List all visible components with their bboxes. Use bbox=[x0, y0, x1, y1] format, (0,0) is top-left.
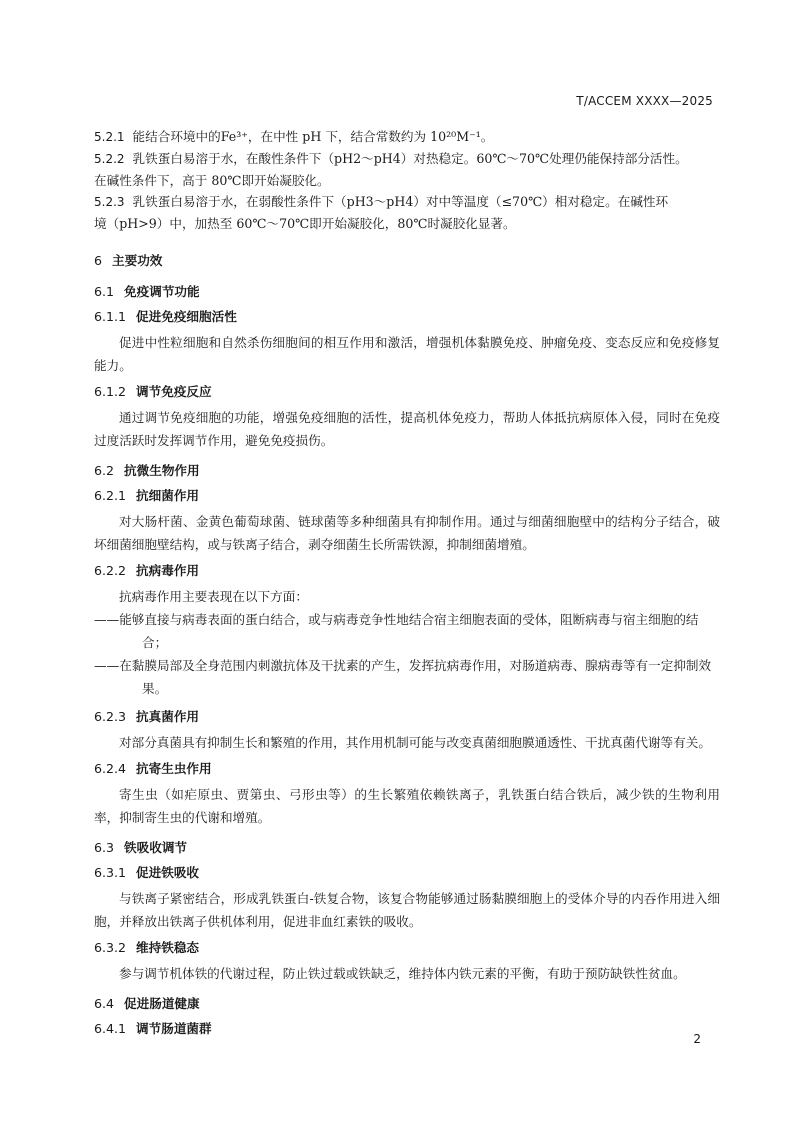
clause-5-2-2-continued: 在碱性条件下，高于 80℃即开始凝胶化。 bbox=[94, 173, 330, 188]
clause-5-2-1: 5.2.1 能结合环境中的Fe³⁺，在中性 pH 下，结合常数约为 10²⁰M⁻¹。 bbox=[94, 129, 494, 144]
list-item: ——在黏膜局部及全身范围内刺激抗体及干扰素的产生，发挥抗病毒作用，对肠道病毒、腺病毒等有一定抑制效果。 bbox=[94, 658, 712, 696]
heading-6-2-3: 6.2.3 抗真菌作用 bbox=[94, 709, 200, 724]
paragraph-6-2-4: 寄生虫（如疟原虫、贾第虫、弓形虫等）的生长繁殖依赖铁离子，乳铁蛋白结合铁后，减少铁的生物利用率，抑制寄生虫的代谢和增殖。 bbox=[94, 787, 720, 825]
heading-6-1-2: 6.1.2 调节免疫反应 bbox=[94, 384, 212, 399]
clause-5-2-2: 5.2.2 乳铁蛋白易溶于水，在酸性条件下（pH2～pH4）对热稳定。60℃～70℃处理仍能保持部分活性。 bbox=[94, 151, 688, 166]
clause-5-2-3: 5.2.3 乳铁蛋白易溶于水，在弱酸性条件下（pH3～pH4）对中等温度（≤70℃）相对稳定。在碱性环 bbox=[94, 194, 669, 209]
heading-6-3-2: 6.3.2 维持铁稳态 bbox=[94, 940, 200, 955]
paragraph-6-2-3: 对部分真菌具有抑制生长和繁殖的作用，其作用机制可能与改变真菌细胞膜通透性、干扰真菌代谢等有关。 bbox=[119, 735, 711, 750]
list-item: ——能够直接与病毒表面的蛋白结合，或与病毒竞争性地结合宿主细胞表面的受体，阻断病毒与宿主细胞的结合； bbox=[94, 612, 699, 650]
paragraph-6-1-1: 促进中性粒细胞和自然杀伤细胞间的相互作用和激活，增强机体黏膜免疫、肿瘤免疫、变态反应和免疫修复能力。 bbox=[94, 335, 720, 373]
heading-6-3-1: 6.3.1 促进铁吸收 bbox=[94, 865, 200, 880]
heading-6: 6 主要功效 bbox=[94, 253, 163, 268]
document-code: T/ACCEM XXXX—2025 bbox=[576, 94, 713, 108]
heading-6-2: 6.2 抗微生物作用 bbox=[94, 463, 200, 478]
heading-6-4-1: 6.4.1 调节肠道菌群 bbox=[94, 1021, 212, 1036]
heading-6-2-2: 6.2.2 抗病毒作用 bbox=[94, 563, 200, 578]
clause-5-2-3-continued: 境（pH>9）中，加热至 60℃～70℃即开始凝胶化，80℃时凝胶化显著。 bbox=[94, 216, 516, 231]
heading-6-2-4: 6.2.4 抗寄生虫作用 bbox=[94, 761, 212, 776]
heading-6-3: 6.3 铁吸收调节 bbox=[94, 840, 187, 855]
heading-6-2-1: 6.2.1 抗细菌作用 bbox=[94, 488, 200, 503]
heading-6-1-1: 6.1.1 促进免疫细胞活性 bbox=[94, 309, 237, 324]
page-number: 2 bbox=[693, 1032, 701, 1046]
document-body bbox=[94, 126, 720, 1043]
paragraph-6-2-1: 对大肠杆菌、金黄色葡萄球菌、链球菌等多种细菌具有抑制作用。通过与细菌细胞壁中的结构分子结合，破坏细菌细胞壁结构，或与铁离子结合，剥夺细菌生长所需铁源，抑制细菌增殖。 bbox=[94, 514, 720, 552]
heading-6-4: 6.4 促进肠道健康 bbox=[94, 996, 200, 1011]
paragraph-6-2-2-lead: 抗病毒作用主要表现在以下方面： bbox=[119, 589, 308, 604]
paragraph-6-3-2: 参与调节机体铁的代谢过程，防止铁过载或铁缺乏，维持体内铁元素的平衡，有助于预防缺铁性贫血。 bbox=[119, 966, 686, 981]
paragraph-6-1-2: 通过调节免疫细胞的功能，增强免疫细胞的活性，提高机体免疫力，帮助人体抵抗病原体入侵，同时在免疫过度活跃时发挥调节作用，避免免疫损伤。 bbox=[94, 410, 720, 448]
paragraph-6-3-1: 与铁离子紧密结合，形成乳铁蛋白-铁复合物，该复合物能够通过肠黏膜细胞上的受体介导的内吞作用进入细胞，并释放出铁离子供机体利用，促进非血红素铁的吸收。 bbox=[94, 891, 720, 929]
heading-6-1: 6.1 免疫调节功能 bbox=[94, 284, 200, 299]
